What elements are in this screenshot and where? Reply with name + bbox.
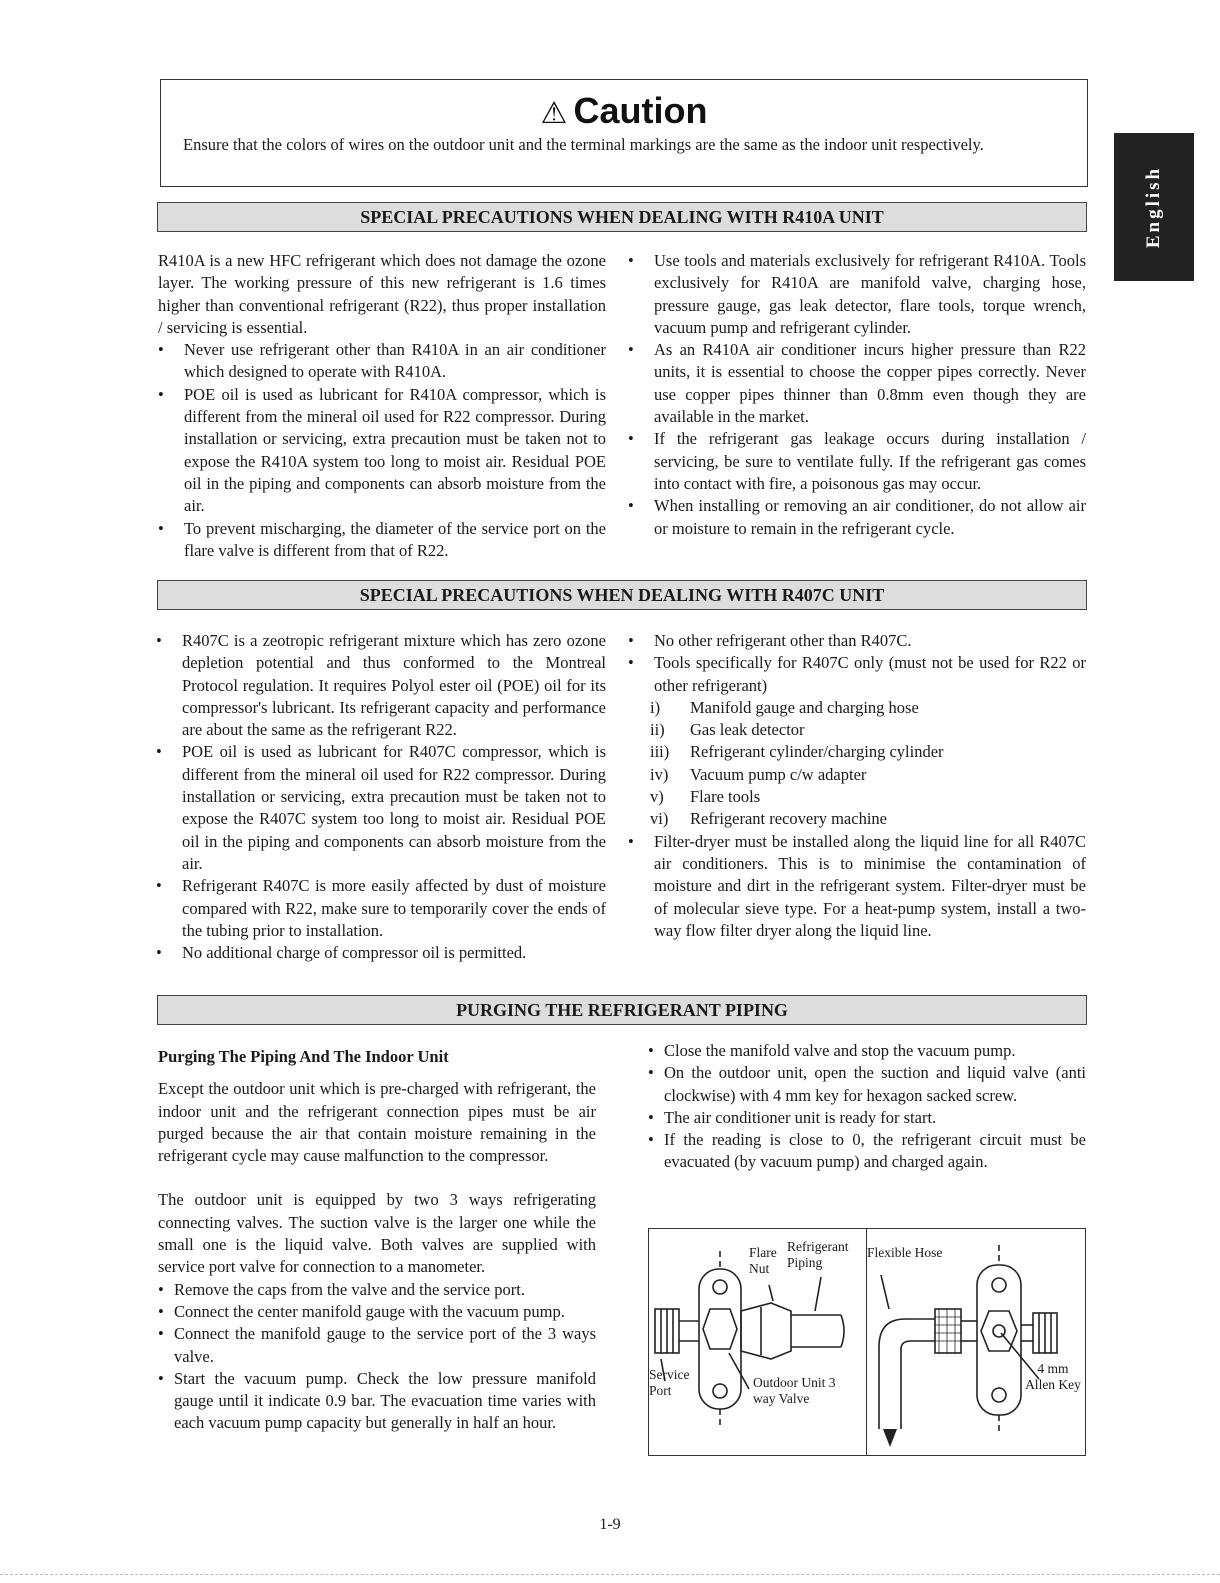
r410a-heading: SPECIAL PRECAUTIONS WHEN DEALING WITH R410A UNIT (157, 202, 1087, 232)
list-item: • Refrigerant R407C is more easily affected by dust of moisture compared with R22, make sure to temporarily cover the ends of the tubing prior to installation. (156, 875, 606, 942)
page-number: 1-9 (599, 1516, 621, 1533)
list-item: • Remove the caps from the valve and the service port. (158, 1279, 596, 1301)
tool-item: iii) Refrigerant cylinder/charging cylinder (650, 742, 944, 762)
list-item: • POE oil is used as lubricant for R410A compressor, which is different from the mineral oil used for R22 compressor. During installation or servicing, extra precaution must be taken not to expose the R410A system too long to moist air. Residual POE oil in the piping and components can absorb moisture from the air. (158, 384, 606, 518)
warning-triangle-icon: ⚠ (540, 97, 568, 130)
list-item: • The air conditioner unit is ready for start. (648, 1107, 1086, 1129)
refrigerant-piping-label: Refrigerant Piping (787, 1239, 849, 1270)
allen-key-label: 4 mm Allen Key (1025, 1361, 1081, 1392)
caution-box (160, 79, 1088, 187)
list-item: • No other refrigerant other than R407C. (628, 630, 1086, 652)
r410a-right-column (628, 250, 1086, 540)
r407c-heading: SPECIAL PRECAUTIONS WHEN DEALING WITH R407C UNIT (157, 580, 1087, 610)
language-tab-label: English (1143, 165, 1164, 249)
page-edge-divider (0, 1574, 1220, 1575)
list-item: • Connect the manifold gauge to the service port of the 3 ways valve. (158, 1323, 596, 1368)
outdoor-unit-label: Outdoor Unit 3 way Valve (753, 1375, 836, 1406)
list-item: • Start the vacuum pump. Check the low pressure manifold gauge until it indicate 0.9 bar. The evacuation time varies with each vacuum pump capacity but generally in half an hour. (158, 1368, 596, 1435)
valve-drawing (649, 1229, 1087, 1457)
r407c-left-column (156, 630, 606, 964)
r410a-intro: R410A is a new HFC refrigerant which does not damage the ozone layer. The working pressure of this new refrigerant is 1.6 times higher than conventional refrigerant (R22), thus proper installation / servicing is essential. (158, 251, 606, 337)
list-item: • No additional charge of compressor oil is permitted. (156, 942, 606, 964)
list-item: • To prevent mischarging, the diameter of the service port on the flare valve is different from that of R22. (158, 518, 606, 563)
list-item: • Close the manifold valve and stop the vacuum pump. (648, 1040, 1086, 1062)
valve-hex (703, 1309, 737, 1349)
valve-bolt (713, 1384, 727, 1398)
caution-heading (161, 90, 1087, 132)
purging-heading: PURGING THE REFRIGERANT PIPING (157, 995, 1087, 1025)
list-item: • As an R410A air conditioner incurs higher pressure than R22 units, it is essential to choose the copper pipes correctly. Never use copper pipes thinner than 0.8mm even though they are available in the market. (628, 339, 1086, 428)
list-item: • If the refrigerant gas leakage occurs during installation / servicing, be sure to ventilate fully. If the refrigerant gas comes into contact with fire, a poisonous gas may occur. (628, 428, 1086, 495)
tool-item: iv) Vacuum pump c/w adapter (650, 764, 867, 784)
list-item: • Tools specifically for R407C only (must not be used for R22 or other refrigerant) (628, 652, 1086, 697)
caution-text: Ensure that the colors of wires on the outdoor unit and the terminal markings are the same as the indoor unit respectively. (183, 135, 984, 154)
valve-diagram (648, 1228, 1086, 1456)
tool-item: ii) Gas leak detector (650, 720, 805, 740)
list-item: • Use tools and materials exclusively for refrigerant R410A. Tools exclusively for R410A are manifold valve, charging hose, pressure gauge, gas leak detector, flare tools, torque wrench, vacuum pump and refrigerant cylinder. (628, 250, 1086, 339)
purging-paragraph: Except the outdoor unit which is pre-charged with refrigerant, the indoor unit and the refrigerant connection pipes must be air purged because the air that contain moisture remaining in the refrigerant cycle may cause malfunction to the compressor. (158, 1079, 596, 1166)
list-item: • POE oil is used as lubricant for R407C compressor, which is different from the mineral oil used for R22 compressor. During installation or servicing, extra precaution must be taken not to expose the R407C system too long to moist air. Residual POE oil in the piping and components can absorb moisture from the air. (156, 741, 606, 875)
purging-left-column (158, 1046, 596, 1435)
flare-nut (741, 1303, 791, 1359)
list-item: • If the reading is close to 0, the refrigerant circuit must be evacuated (by vacuum pump) and charged again. (648, 1129, 1086, 1174)
flare-nut-label: Flare Nut (749, 1245, 777, 1276)
purging-subheading: Purging The Piping And The Indoor Unit (158, 1047, 449, 1066)
purging-right-column (648, 1040, 1086, 1174)
caution-title: Caution (573, 90, 708, 131)
tool-item: v) Flare tools (650, 787, 761, 807)
list-item: • On the outdoor unit, open the suction and liquid valve (anti clockwise) with 4 mm key for hexagon sacked screw. (648, 1062, 1086, 1107)
valve-body (977, 1265, 1021, 1415)
r407c-right-column (628, 630, 1086, 942)
language-tab (1114, 133, 1194, 281)
list-item: • Filter-dryer must be installed along the liquid line for all R407C air conditioners. This is to minimise the contamination of moisture and dirt in the refrigerant system. Filter-dryer must be of molecular sieve type. For a heat-pump system, install a two-way flow filter dryer along the liquid line. (628, 831, 1086, 942)
list-item: • Connect the center manifold gauge with the vacuum pump. (158, 1301, 596, 1323)
list-item: • R407C is a zeotropic refrigerant mixture which has zero ozone depletion potential and thus conformed to the Montreal Protocol regulation. It requires Polyol ester oil (POE) oil for its compressor's lubricant. Its refrigerant capacity and performance are about the same as the refrigerant R22. (156, 630, 606, 741)
list-item: • Never use refrigerant other than R410A in an air conditioner which designed to operate with R410A. (158, 339, 606, 384)
r410a-left-column (158, 250, 606, 562)
flexible-hose-label: Flexible Hose (867, 1245, 943, 1260)
purging-paragraph: The outdoor unit is equipped by two 3 ways refrigerating connecting valves. The suction valve is the larger one while the small one is the liquid valve. Both valves are supplied with service port valve for connection to a manometer. (158, 1190, 596, 1277)
valve-bolt (713, 1280, 727, 1294)
list-item: • When installing or removing an air conditioner, do not allow air or moisture to remain in the refrigerant cycle. (628, 495, 1086, 540)
service-port-label: Service Port (649, 1367, 690, 1398)
down-arrow-icon (883, 1429, 897, 1447)
tool-item: i) Manifold gauge and charging hose (650, 697, 919, 717)
tool-item: vi) Refrigerant recovery machine (650, 809, 887, 829)
valve-body (699, 1269, 741, 1409)
flexible-hose (879, 1319, 935, 1429)
